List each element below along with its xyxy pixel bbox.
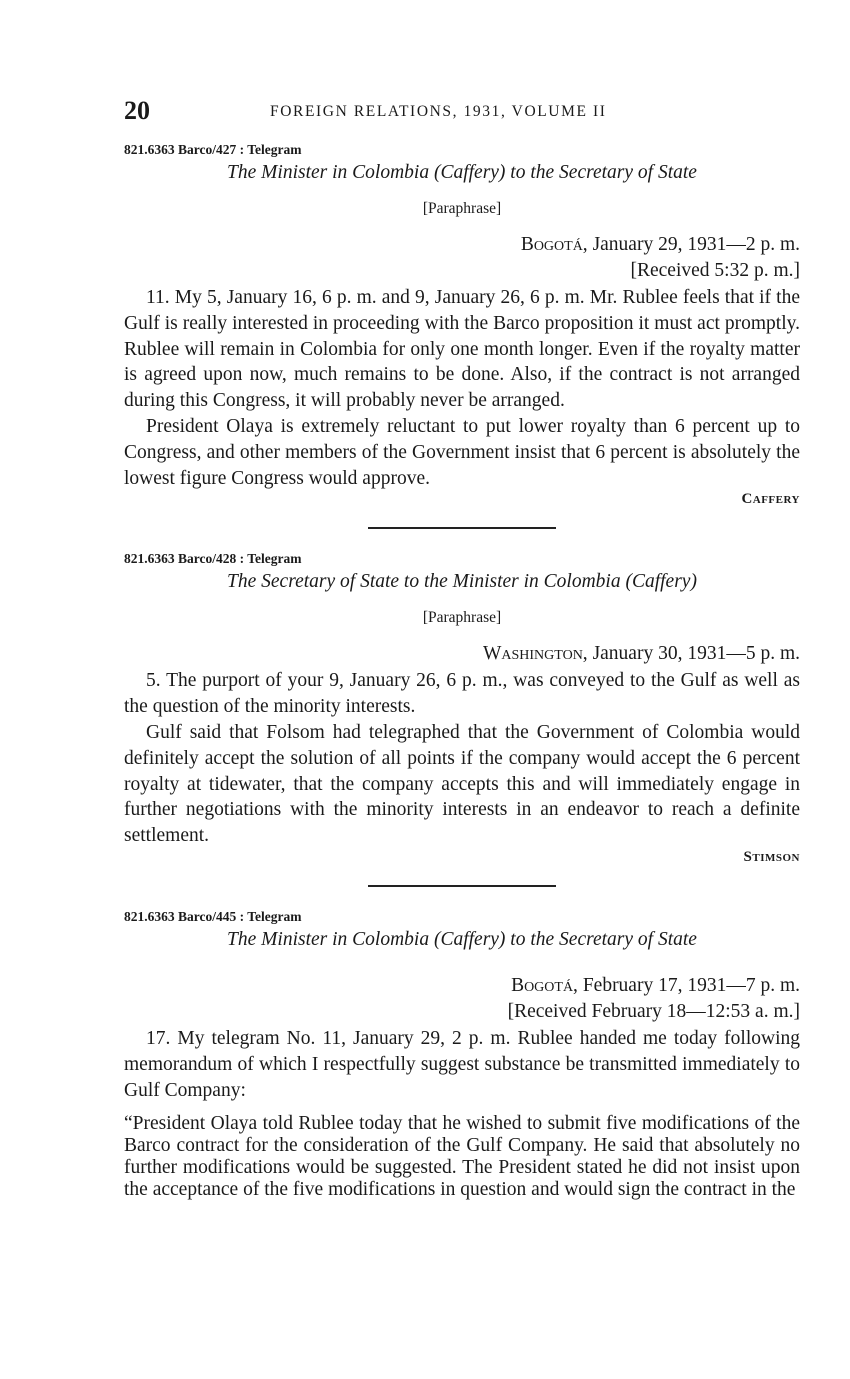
page-number: 20 bbox=[124, 96, 150, 125]
dateline-date: January 30, 1931—5 p. m. bbox=[587, 643, 800, 665]
section-divider bbox=[368, 885, 556, 887]
dateline-date: January 29, 1931—2 p. m. bbox=[587, 234, 800, 255]
paraphrase-label: [Paraphrase] bbox=[422, 200, 502, 217]
document-barco-428 bbox=[124, 551, 800, 869]
document-body bbox=[124, 1026, 800, 1103]
document-body bbox=[124, 668, 800, 849]
document-barco-445 bbox=[124, 909, 800, 1201]
body-paragraph: Gulf said that Folsom had telegraphed that the Government of Colombia would definitely accept the solution of all points if the company would accept the 6 percent royalty at tidewater, that the company accepts this and will immediately engage in further negotiations with the minority interests in an endeavor to reach a definite settlement. bbox=[124, 721, 800, 847]
dateline-place: Washington, bbox=[482, 643, 588, 665]
received-line: [Received 5:32 p. m.] bbox=[630, 260, 800, 281]
dateline-place: Bogotá, bbox=[520, 234, 588, 255]
document-title: The Secretary of State to the Minister in Colombia (Caffery) bbox=[227, 571, 697, 593]
body-paragraph: 17. My telegram No. 11, January 29, 2 p. m. Rublee handed me today following memorandum of which I respectfully suggest substance be transmitted immediately to Gulf Company: bbox=[124, 1027, 800, 1101]
quoted-memorandum: “President Olaya told Rublee today that he wished to submit five modifications of the Barco contract for the consideration of the Gulf Company. He said that absolutely no further modifications would be suggested. The President stated he did not insist upon the acceptance of the five modifications in question and would sign the contract in the bbox=[124, 1113, 800, 1201]
file-reference: 821.6363 Barco/427 : Telegram bbox=[124, 142, 302, 157]
body-paragraph: 11. My 5, January 16, 6 p. m. and 9, January 26, 6 p. m. Mr. Rublee feels that if the Gulf is really interested in proceeding with the Barco proposition it must act promptly. Rublee will remain in Colombia for only one month longer. Even if the royalty matter is agreed upon now, much remains to be done. Also, if the contract is not arranged during this Congress, it will probably never be arranged. bbox=[124, 287, 800, 412]
running-head-title: FOREIGN RELATIONS, 1931, VOLUME II bbox=[270, 103, 607, 120]
signature: Caffery bbox=[741, 491, 800, 508]
document-barco-427 bbox=[124, 142, 800, 511]
dateline-date: February 17, 1931—7 p. m. bbox=[577, 974, 800, 996]
section-divider bbox=[368, 527, 556, 529]
dateline bbox=[124, 641, 800, 667]
body-paragraph: President Olaya is extremely reluctant to put lower royalty than 6 percent up to Congress, and other members of the Government insist that 6 percent is absolutely the lowest figure Congress would approve. bbox=[124, 415, 800, 489]
document-page bbox=[124, 96, 800, 1201]
paraphrase-label: [Paraphrase] bbox=[422, 609, 502, 627]
body-paragraph: 5. The purport of your 9, January 26, 6 p. m., was conveyed to the Gulf as well as the question of the minority interests. bbox=[124, 670, 800, 718]
received-line: [Received February 18—12:53 a. m.] bbox=[507, 1000, 800, 1022]
file-reference: 821.6363 Barco/445 : Telegram bbox=[124, 908, 302, 924]
document-title: The Minister in Colombia (Caffery) to the Secretary of State bbox=[227, 928, 697, 950]
running-head bbox=[124, 96, 800, 128]
file-reference: 821.6363 Barco/428 : Telegram bbox=[124, 551, 302, 567]
signature: Stimson bbox=[743, 848, 800, 865]
dateline bbox=[124, 973, 800, 999]
dateline-place: Bogotá, bbox=[511, 974, 578, 996]
document-body bbox=[124, 285, 800, 491]
dateline bbox=[124, 232, 800, 258]
document-title: The Minister in Colombia (Caffery) to the Secretary of State bbox=[227, 162, 697, 183]
